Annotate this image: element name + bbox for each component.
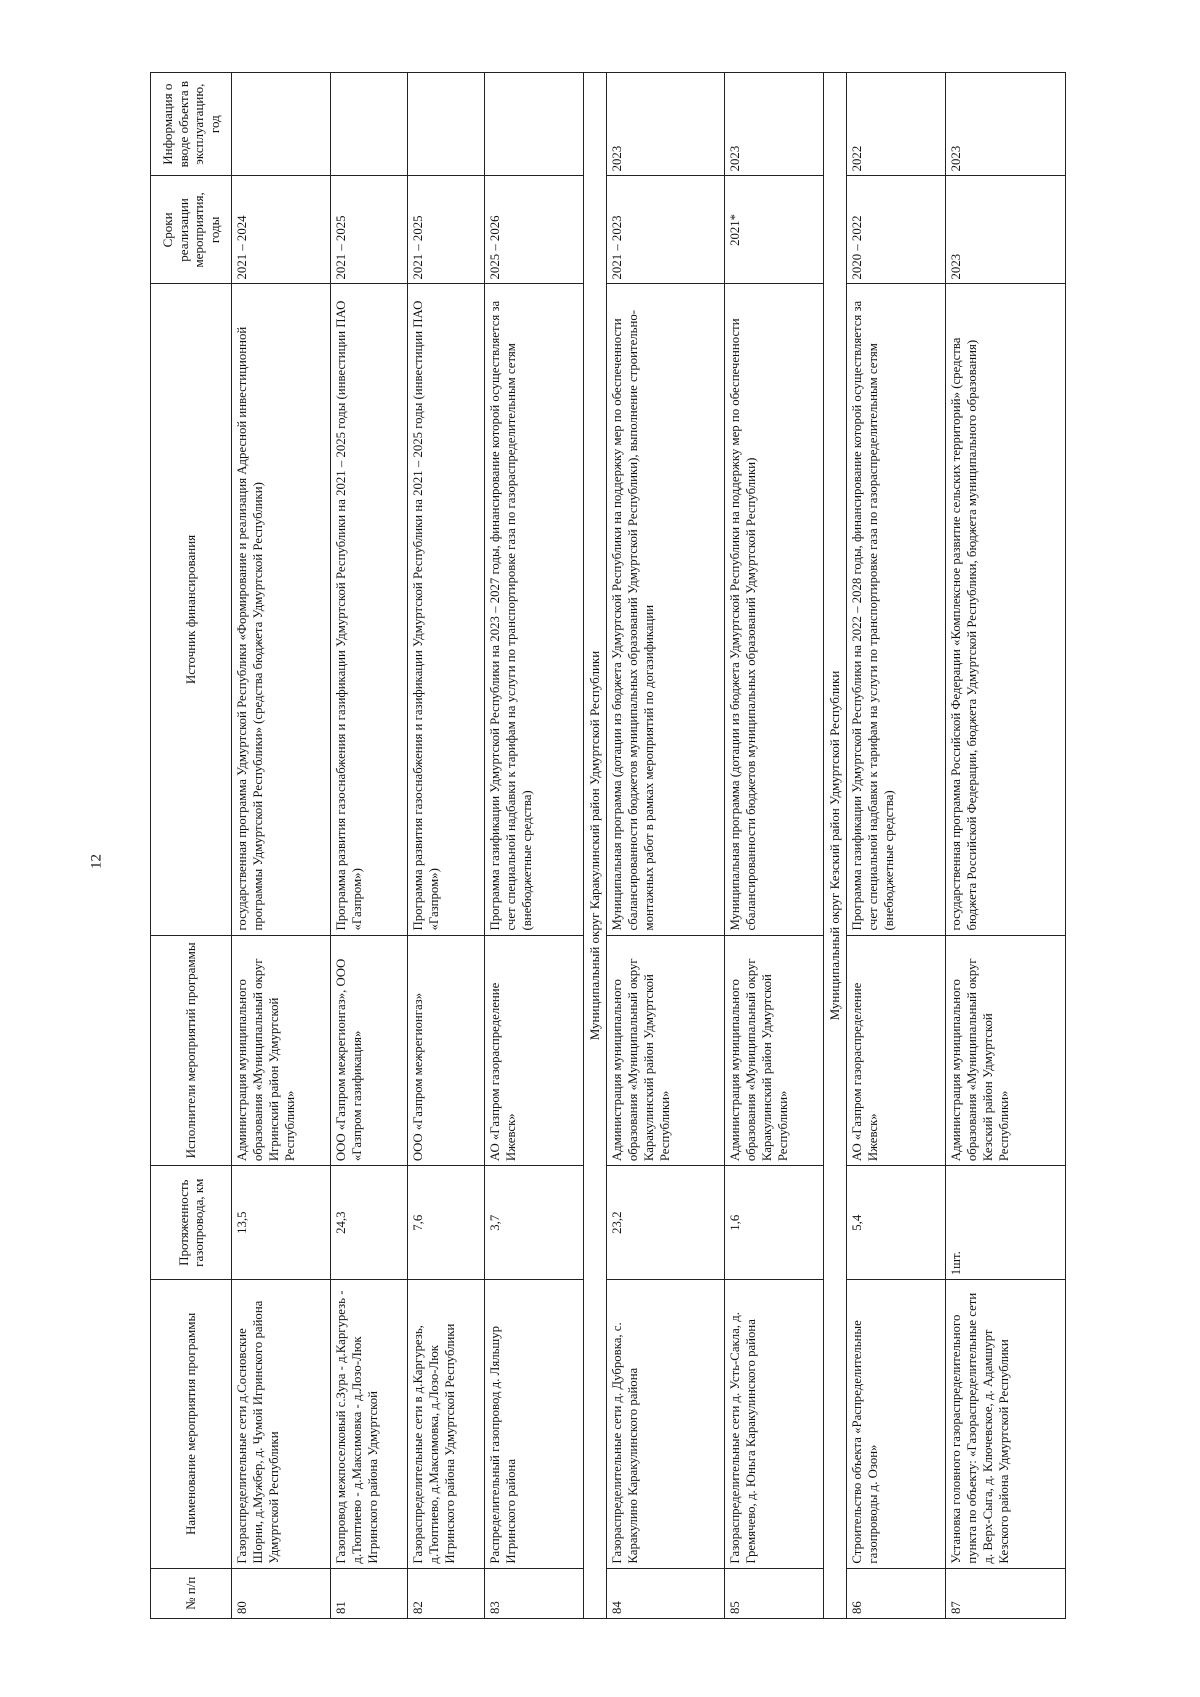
row-length: 23,2 [607,1166,725,1280]
row-executors: Администрация муниципального образования «Муниципальный округ Игринский район Удмуртской Республики» [232,935,331,1166]
table-header-row [151,73,232,1619]
section-title-karakulino: Муниципальный округ Каракулинский район Удмуртской Республики [583,73,607,1619]
row-name: Газопровод межпоселковый с.Зура - д.Каргурезь - д.Тюптиево - д.Максимовка - д.Лозо-Люк Игринского района Удмуртской [330,1280,407,1568]
row-executors: Администрация муниципального образования «Муниципальный округ Кезский район Удмуртской Республики» [945,935,1065,1166]
row-commissioning: 2023 [607,73,725,176]
row-commissioning: 2023 [725,73,824,176]
row-name: Установка головного газораспределительного пункта по объекту: «Газораспределительные сети д. Верх-Сыга, д. Ключевское, д. Адамшурт Кезского района Удмуртской Республики [945,1280,1065,1568]
row-length: 1,6 [725,1166,824,1280]
rotated-table-container [150,72,1066,1619]
row-name: Строительство объекта «Распределительные газопроводы д. Озон» [847,1280,946,1568]
table-row [232,73,331,1619]
row-source: Муниципальная программа (дотации из бюджета Удмуртской Республики на поддержку мер по обеспеченности сбалансированности бюджетов муниципальных образований Удмуртской Республики), выполнение строительно-монтажных работ в рамках мероприятий по догазификации [607,284,725,935]
table-row [945,73,1065,1619]
section-row [823,73,847,1619]
row-num: 85 [725,1568,824,1618]
row-terms: 2021* [725,176,824,284]
row-length: 24,3 [330,1166,407,1280]
table-row [725,73,824,1619]
header-executors: Исполнители мероприятий программы [151,935,232,1166]
header-terms: Сроки реализации мероприятия, годы [151,176,232,284]
row-terms: 2020 – 2022 [847,176,946,284]
row-source: Программа газификации Удмуртской Республики на 2022 – 2028 годы, финансирование которой осуществляется за счет специальной надбавки к тарифам на услуги по транспортировке газа по газораспределительным сетям (внебюджетные средства) [847,284,946,935]
row-executors: ООО «Газпром межрегионгаз», ООО «Газпром газификация» [330,935,407,1166]
row-terms: 2023 [945,176,1065,284]
row-terms: 2021 – 2025 [408,176,485,284]
row-source: государственная программа Российской Федерации «Комплексное развитие сельских территорий» (средства бюджета Российской Федерации, бюджета Удмуртской Республики, бюджета муниципального образования) [945,284,1065,935]
row-num: 80 [232,1568,331,1618]
row-num: 82 [408,1568,485,1618]
row-commissioning [485,73,584,176]
row-length: 3,7 [485,1166,584,1280]
header-source: Источник финансирования [151,284,232,935]
row-length: 13,5 [232,1166,331,1280]
row-source: Муниципальная программа (дотации из бюджета Удмуртской Республики на поддержку мер по обеспеченности сбалансированности бюджетов муниципальных образований Удмуртской Республики) [725,284,824,935]
row-executors: ООО «Газпром межрегионгаз» [408,935,485,1166]
row-commissioning [232,73,331,176]
row-length: 7,6 [408,1166,485,1280]
row-commissioning [330,73,407,176]
row-name: Газораспределительные сети д. Дубровка, с. Каракулино Каракулинского района [607,1280,725,1568]
row-commissioning [408,73,485,176]
row-terms: 2021 – 2023 [607,176,725,284]
row-source: Программа газификации Удмуртской Республики на 2023 – 2027 годы, финансирование которой осуществляется за счет специальной надбавки к тарифам на услуги по транспортировке газа по газораспределительным сетям (внебюджетные средства) [485,284,584,935]
section-row [583,73,607,1619]
row-num: 81 [330,1568,407,1618]
header-num: № п/п [151,1568,232,1618]
table-row [607,73,725,1619]
row-executors: Администрация муниципального образования «Муниципальный округ Каракулинский район Удмуртской Республики» [725,935,824,1166]
row-length: 5,4 [847,1166,946,1280]
row-source: Программа развития газоснабжения и газификации Удмуртской Республики на 2021 – 2025 годы (инвестиции ПАО «Газпром») [330,284,407,935]
gasification-table [150,72,1066,1619]
table-row [485,73,584,1619]
header-commissioning: Информация о вводе объекта в эксплуатацию, год [151,73,232,176]
row-terms: 2021 – 2025 [330,176,407,284]
row-length: 1шт. [945,1166,1065,1280]
row-name: Газораспределительные сети в д.Каргурезь, д.Тюптиево, д.Максимовка, д.Лозо-Люк Игринского района Удмуртской Республики [408,1280,485,1568]
row-commissioning: 2022 [847,73,946,176]
row-source: Программа развития газоснабжения и газификации Удмуртской Республики на 2021 – 2025 годы (инвестиции ПАО «Газпром») [408,284,485,935]
row-executors: АО «Газпром газораспределение Ижевск» [485,935,584,1166]
table-row [847,73,946,1619]
section-title-kez: Муниципальный округ Кезский район Удмуртской Республики [823,73,847,1619]
row-num: 87 [945,1568,1065,1618]
row-num: 83 [485,1568,584,1618]
table-row [408,73,485,1619]
header-length: Протяженность газопровода, км [151,1166,232,1280]
row-executors: Администрация муниципального образования «Муниципальный округ Каракулинский район Удмуртской Республики» [607,935,725,1166]
header-name: Наименование мероприятия программы [151,1280,232,1568]
page-number: 12 [88,854,105,869]
row-commissioning: 2023 [945,73,1065,176]
row-terms: 2025 – 2026 [485,176,584,284]
row-num: 86 [847,1568,946,1618]
row-terms: 2021 – 2024 [232,176,331,284]
row-num: 84 [607,1568,725,1618]
row-name: Газораспределительные сети д. Усть-Сакла, д. Гремячево, д. Юньга Каракулинского района [725,1280,824,1568]
row-name: Газораспределительные сети д.Сосновские Шорни, д.Мужбер, д. Чумой Игринского района Удмуртской Республики [232,1280,331,1568]
row-source: государственная программа Удмуртской Республики «Формирование и реализация Адресной инвестиционной программы Удмуртской Республики» (средства бюджета Удмуртской Республики) [232,284,331,935]
row-name: Распределительный газопровод д. Ляльшур Игринского района [485,1280,584,1568]
row-executors: АО «Газпром газораспределение Ижевск» [847,935,946,1166]
table-row [330,73,407,1619]
